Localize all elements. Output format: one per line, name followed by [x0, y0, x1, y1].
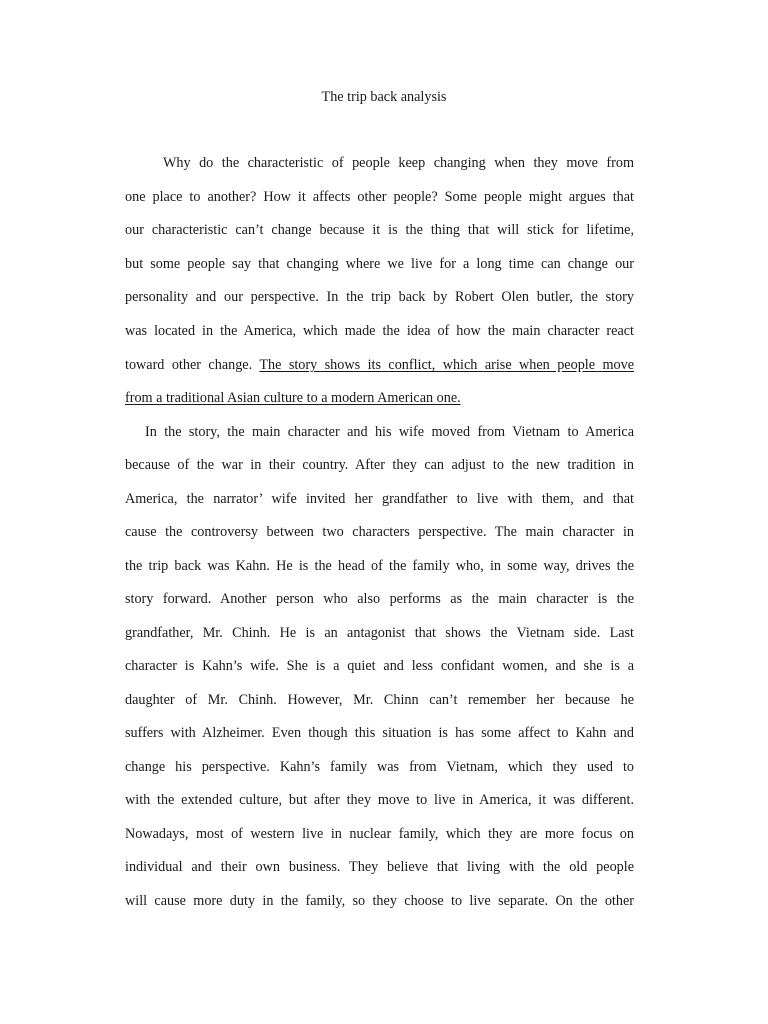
paragraph-1-line-4: but some people say that changing where we live for a long time can change our: [125, 256, 634, 272]
paragraph-2-line-12: with the extended culture, but after they move to live in America, it was different.: [125, 792, 634, 808]
thesis-statement-part-1: The story shows its conflict, which arise when people move: [259, 357, 634, 373]
document-title: The trip back analysis: [321, 89, 447, 105]
paragraph-1-line-3: our characteristic can’t change because it is the thing that will stick for lifetime,: [125, 222, 634, 238]
paragraph-1-line-7-text: toward other change.: [125, 357, 253, 373]
paragraph-2-line-13: Nowadays, most of western live in nuclear family, which they are more focus on: [125, 826, 634, 842]
paragraph-1-line-7: [125, 355, 634, 375]
paragraph-2-line-4: cause the controversy between two characters perspective. The main character in: [125, 524, 634, 540]
paragraph-2-line-11: change his perspective. Kahn’s family was from Vietnam, which they used to: [125, 759, 634, 775]
paragraph-1-line-1: Why do the characteristic of people keep changing when they move from: [163, 155, 634, 171]
paragraph-1-line-2: one place to another? How it affects other people? Some people might argues that: [125, 189, 634, 205]
paragraph-2-line-10: suffers with Alzheimer. Even though this situation is has some affect to Kahn and: [125, 725, 634, 741]
paragraph-1-line-8: [125, 388, 634, 408]
paragraph-2-line-15: will cause more duty in the family, so they choose to live separate. On the other: [125, 893, 634, 909]
paragraph-2-line-3: America, the narrator’ wife invited her grandfather to live with them, and that: [125, 491, 634, 507]
paragraph-2-line-9: daughter of Mr. Chinh. However, Mr. Chinn can’t remember her because he: [125, 692, 634, 708]
paragraph-1-line-5: personality and our perspective. In the trip back by Robert Olen butler, the story: [125, 289, 634, 305]
paragraph-2-line-1: In the story, the main character and his wife moved from Vietnam to America: [145, 424, 634, 440]
paragraph-2-line-5: the trip back was Kahn. He is the head of the family who, in some way, drives the: [125, 558, 634, 574]
paragraph-2-line-7: grandfather, Mr. Chinh. He is an antagonist that shows the Vietnam side. Last: [125, 625, 634, 641]
paragraph-2-line-14: individual and their own business. They believe that living with the old people: [125, 859, 634, 875]
paragraph-1-line-6: was located in the America, which made the idea of how the main character react: [125, 323, 634, 339]
thesis-statement-part-2: from a traditional Asian culture to a modern American one.: [125, 390, 461, 406]
paragraph-2-line-2: because of the war in their country. After they can adjust to the new tradition in: [125, 457, 634, 473]
paragraph-2-line-8: character is Kahn’s wife. She is a quiet and less confidant women, and she is a: [125, 658, 634, 674]
paragraph-2-line-6: story forward. Another person who also performs as the main character is the: [125, 591, 634, 607]
